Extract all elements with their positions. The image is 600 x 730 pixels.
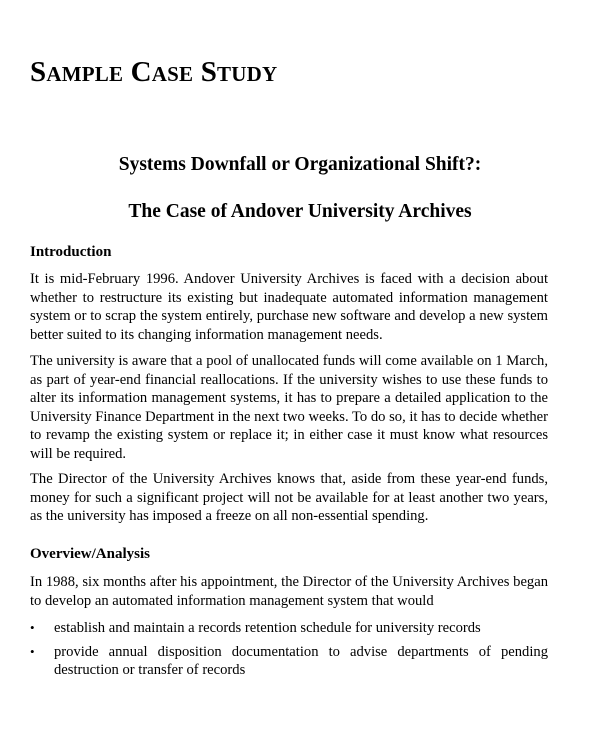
bullet-icon: • [30,643,35,659]
title-rest-sample: AMPLE [46,62,124,86]
bullet-text: establish and maintain a records retention schedule for university records [54,620,481,636]
overview-bullet-list [30,619,548,685]
bullet-text: provide annual disposition documentation to advise departments of pending destruction or transfer of records [54,643,548,679]
title-initial-study: S [200,56,218,88]
title-rest-study: TUDY [217,62,278,86]
title-initial-sample: S [30,56,47,88]
title-rest-case: ASE [151,62,194,86]
introduction-heading: Introduction [30,244,112,260]
introduction-paragraph-3: The Director of the University Archives knows that, aside from these year-end funds, money for such a significant project will not be available for at least another two years, as the university has imposed a freeze on all non-essential spending. [30,471,548,525]
list-item [30,643,548,680]
introduction-paragraph-2: The university is aware that a pool of unallocated funds will come available on 1 March, as part of year-end financial reallocations. If the university wishes to use these funds to alter its information management systems, it has to prepare a detailed application to the University Finance Department in the next two weeks. To do so, it has to decide whether to revamp the existing system or replace it; in either case it must know what resources will be required. [30,353,548,462]
introduction-paragraph-1: It is mid-February 1996. Andover University Archives is faced with a decision about whether to restructure its existing but inadequate automated information management system or to scrap the system entirely, purchase new software and develop a new system better suited to its changing information management needs. [30,271,548,343]
bullet-icon: • [30,620,35,635]
document-title [30,58,277,87]
list-item [30,619,548,638]
document-subtitle-line1: Systems Downfall or Organizational Shift?: [118,154,482,175]
title-initial-case: C [130,56,152,88]
document-subtitle-line2: The Case of Andover University Archives [128,201,472,222]
overview-heading: Overview/Analysis [30,546,150,562]
overview-paragraph: In 1988, six months after his appointment, the Director of the University Archives began to develop an automated information management system that would [30,574,548,609]
